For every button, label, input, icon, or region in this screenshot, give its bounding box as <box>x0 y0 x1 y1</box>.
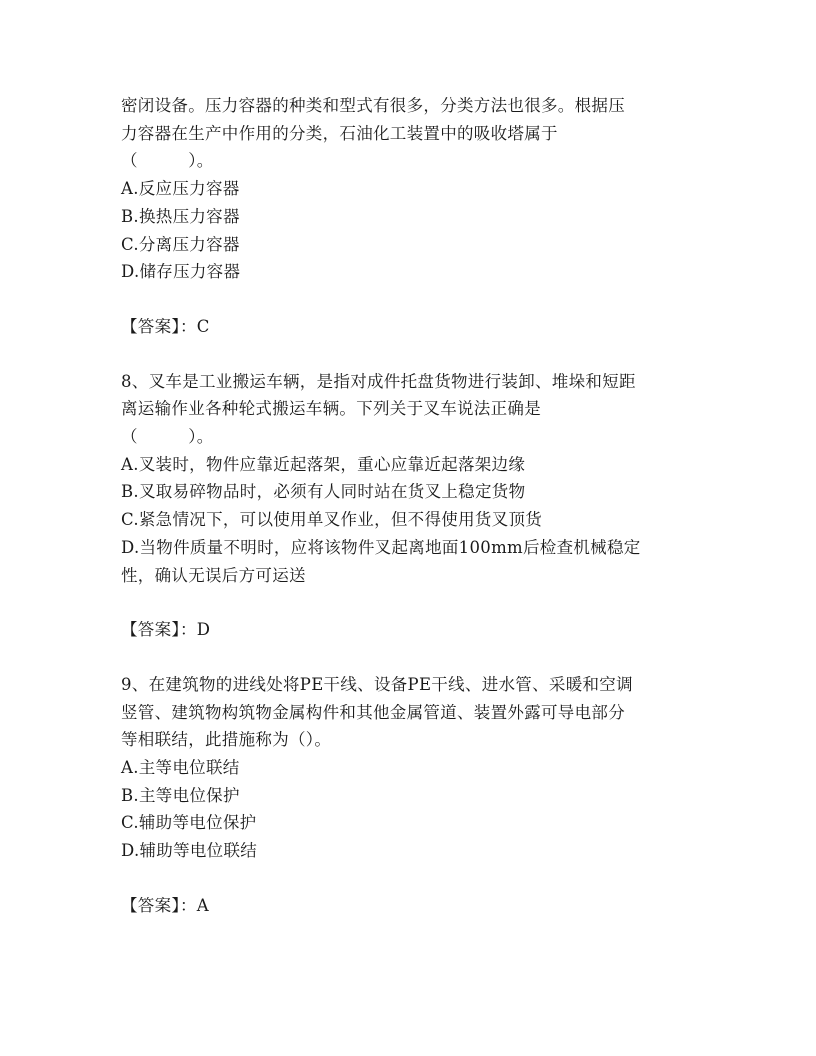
question-stem-line: 离运输作业各种轮式搬运车辆。下列关于叉车说法正确是 <box>121 399 541 419</box>
option-c: C.辅助等电位保护 <box>121 813 257 833</box>
question-stem-line: （ ）。 <box>121 151 214 171</box>
option-a: A.反应压力容器 <box>121 179 240 199</box>
answer-line: 【答案】：A <box>121 895 209 915</box>
option-d: D.当物件质量不明时，应将该物件叉起离地面100mm后检查机械稳定 <box>121 537 641 557</box>
option-a: A.叉装时，物件应靠近起落架，重心应靠近起落架边缘 <box>121 454 526 474</box>
question-stem-line: 竖管、建筑物构筑物金属构件和其他金属管道、装置外露可导电部分 <box>121 702 625 722</box>
answer-line: 【答案】：C <box>121 316 210 336</box>
question-stem-line: 8、叉车是工业搬运车辆，是指对成件托盘货物进行装卸、堆垛和短距 <box>121 371 636 391</box>
question-8 <box>121 368 696 644</box>
question-stem-line: 等相联结，此措施称为（）。 <box>121 730 332 750</box>
option-c: C.分离压力容器 <box>121 234 240 254</box>
option-c: C.紧急情况下，可以使用单叉作业，但不得使用货叉顶货 <box>121 510 543 530</box>
option-d: D.储存压力容器 <box>121 262 241 282</box>
option-d-continued: 性，确认无误后方可运送 <box>121 565 306 585</box>
option-a: A.主等电位联结 <box>121 758 240 778</box>
option-b: B.主等电位保护 <box>121 785 240 805</box>
option-b: B.换热压力容器 <box>121 206 240 226</box>
question-stem-line: 力容器在生产中作用的分类，石油化工装置中的吸收塔属于 <box>121 123 558 143</box>
question-7 <box>121 92 696 341</box>
option-d: D.辅助等电位联结 <box>121 841 258 861</box>
question-stem-line: 9、在建筑物的进线处将PE干线、设备PE干线、进水管、采暖和空调 <box>121 674 633 694</box>
answer-line: 【答案】：D <box>121 620 211 640</box>
option-b: B.叉取易碎物品时，必须有人同时站在货叉上稳定货物 <box>121 482 526 502</box>
question-9 <box>121 671 696 920</box>
question-stem-line: （ ）。 <box>121 427 214 447</box>
exam-page <box>121 92 696 947</box>
question-stem-line: 密闭设备。压力容器的种类和型式有很多，分类方法也很多。根据压 <box>121 96 625 115</box>
